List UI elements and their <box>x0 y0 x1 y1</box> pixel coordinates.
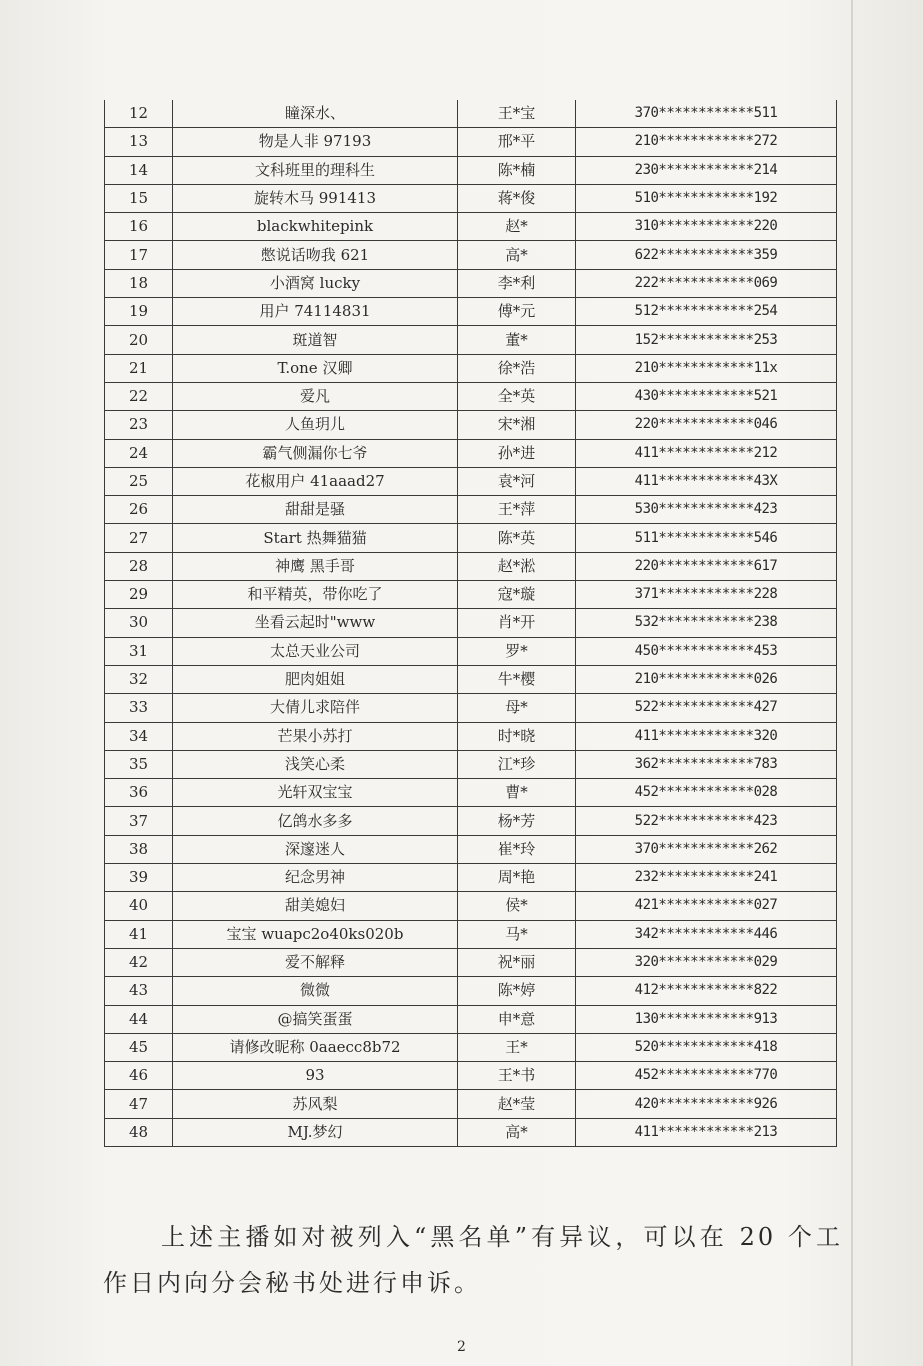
nickname-cell: 斑道智 <box>173 326 458 354</box>
nickname-cell: 微微 <box>173 977 458 1005</box>
nickname-cell: 甜美媳妇 <box>173 892 458 920</box>
real-name-cell: 王*萍 <box>458 496 576 524</box>
row-number-cell: 38 <box>105 835 173 863</box>
real-name-cell: 徐*浩 <box>458 354 576 382</box>
table-row <box>105 581 837 609</box>
id-number-cell: 452************028 <box>576 779 837 807</box>
table-row <box>105 524 837 552</box>
row-number-cell: 23 <box>105 411 173 439</box>
row-number-cell: 46 <box>105 1062 173 1090</box>
table-row <box>105 779 837 807</box>
id-number-cell: 130************913 <box>576 1005 837 1033</box>
row-number-cell: 33 <box>105 694 173 722</box>
real-name-cell: 蒋*俊 <box>458 184 576 212</box>
table-row <box>105 128 837 156</box>
table-row <box>105 609 837 637</box>
real-name-cell: 寇*璇 <box>458 581 576 609</box>
nickname-cell: 深邃迷人 <box>173 835 458 863</box>
nickname-cell: 纪念男神 <box>173 864 458 892</box>
id-number-cell: 420************926 <box>576 1090 837 1118</box>
id-number-cell: 220************046 <box>576 411 837 439</box>
page-number: 2 <box>457 1339 466 1355</box>
id-number-cell: 530************423 <box>576 496 837 524</box>
row-number-cell: 17 <box>105 241 173 269</box>
real-name-cell: 高* <box>458 241 576 269</box>
row-number-cell: 42 <box>105 948 173 976</box>
nickname-cell: 93 <box>173 1062 458 1090</box>
id-number-cell: 370************511 <box>576 100 837 128</box>
row-number-cell: 32 <box>105 665 173 693</box>
row-number-cell: 47 <box>105 1090 173 1118</box>
table-row <box>105 100 837 128</box>
table-row <box>105 665 837 693</box>
page-edge-shadow <box>851 0 853 1366</box>
id-number-cell: 210************026 <box>576 665 837 693</box>
row-number-cell: 28 <box>105 552 173 580</box>
row-number-cell: 19 <box>105 298 173 326</box>
table-row <box>105 326 837 354</box>
nickname-cell: 和平精英，带你吃了 <box>173 581 458 609</box>
real-name-cell: 赵*淞 <box>458 552 576 580</box>
nickname-cell: 小酒窝 lucky <box>173 269 458 297</box>
real-name-cell: 宋*湘 <box>458 411 576 439</box>
nickname-cell: 大倩儿求陪伴 <box>173 694 458 722</box>
table-row <box>105 722 837 750</box>
nickname-cell: 人鱼玥儿 <box>173 411 458 439</box>
id-number-cell: 411************320 <box>576 722 837 750</box>
id-number-cell: 152************253 <box>576 326 837 354</box>
real-name-cell: 马* <box>458 920 576 948</box>
real-name-cell: 李*利 <box>458 269 576 297</box>
row-number-cell: 37 <box>105 807 173 835</box>
row-number-cell: 13 <box>105 128 173 156</box>
row-number-cell: 25 <box>105 467 173 495</box>
row-number-cell: 45 <box>105 1033 173 1061</box>
table-row <box>105 496 837 524</box>
real-name-cell: 陈*英 <box>458 524 576 552</box>
nickname-cell: 旋转木马 991413 <box>173 184 458 212</box>
real-name-cell: 傅*元 <box>458 298 576 326</box>
real-name-cell: 牛*樱 <box>458 665 576 693</box>
row-number-cell: 20 <box>105 326 173 354</box>
row-number-cell: 18 <box>105 269 173 297</box>
row-number-cell: 24 <box>105 439 173 467</box>
id-number-cell: 511************546 <box>576 524 837 552</box>
real-name-cell: 时*晓 <box>458 722 576 750</box>
row-number-cell: 43 <box>105 977 173 1005</box>
real-name-cell: 周*艳 <box>458 864 576 892</box>
real-name-cell: 侯* <box>458 892 576 920</box>
id-number-cell: 320************029 <box>576 948 837 976</box>
row-number-cell: 26 <box>105 496 173 524</box>
id-number-cell: 371************228 <box>576 581 837 609</box>
table-row <box>105 807 837 835</box>
table-row <box>105 467 837 495</box>
nickname-cell: 憋说话吻我 621 <box>173 241 458 269</box>
table-row <box>105 156 837 184</box>
row-number-cell: 14 <box>105 156 173 184</box>
real-name-cell: 母* <box>458 694 576 722</box>
table-row <box>105 1033 837 1061</box>
row-number-cell: 29 <box>105 581 173 609</box>
id-number-cell: 622************359 <box>576 241 837 269</box>
nickname-cell: 光轩双宝宝 <box>173 779 458 807</box>
table-row <box>105 184 837 212</box>
nickname-cell: MJ.梦幻 <box>173 1118 458 1146</box>
id-number-cell: 512************254 <box>576 298 837 326</box>
row-number-cell: 36 <box>105 779 173 807</box>
table-row <box>105 920 837 948</box>
real-name-cell: 江*珍 <box>458 750 576 778</box>
table-row <box>105 892 837 920</box>
row-number-cell: 30 <box>105 609 173 637</box>
row-number-cell: 41 <box>105 920 173 948</box>
nickname-cell: blackwhitepink <box>173 213 458 241</box>
nickname-cell: 用户 74114831 <box>173 298 458 326</box>
nickname-cell: 物是人非 97193 <box>173 128 458 156</box>
id-number-cell: 411************213 <box>576 1118 837 1146</box>
table-row <box>105 552 837 580</box>
real-name-cell: 全*英 <box>458 382 576 410</box>
real-name-cell: 董* <box>458 326 576 354</box>
real-name-cell: 曹* <box>458 779 576 807</box>
id-number-cell: 411************212 <box>576 439 837 467</box>
id-number-cell: 520************418 <box>576 1033 837 1061</box>
row-number-cell: 27 <box>105 524 173 552</box>
id-number-cell: 510************192 <box>576 184 837 212</box>
nickname-cell: 芒果小苏打 <box>173 722 458 750</box>
nickname-cell: 亿鸽水多多 <box>173 807 458 835</box>
table-row <box>105 1062 837 1090</box>
real-name-cell: 邢*平 <box>458 128 576 156</box>
id-number-cell: 310************220 <box>576 213 837 241</box>
nickname-cell: Start 热舞猫猫 <box>173 524 458 552</box>
id-number-cell: 370************262 <box>576 835 837 863</box>
real-name-cell: 赵* <box>458 213 576 241</box>
table-row <box>105 354 837 382</box>
real-name-cell: 罗* <box>458 637 576 665</box>
row-number-cell: 15 <box>105 184 173 212</box>
real-name-cell: 申*意 <box>458 1005 576 1033</box>
real-name-cell: 赵*莹 <box>458 1090 576 1118</box>
id-number-cell: 452************770 <box>576 1062 837 1090</box>
row-number-cell: 22 <box>105 382 173 410</box>
table-row <box>105 977 837 1005</box>
nickname-cell: 神鹰 黑手哥 <box>173 552 458 580</box>
row-number-cell: 39 <box>105 864 173 892</box>
table-row <box>105 694 837 722</box>
table-row <box>105 213 837 241</box>
id-number-cell: 220************617 <box>576 552 837 580</box>
id-number-cell: 430************521 <box>576 382 837 410</box>
table-row <box>105 750 837 778</box>
row-number-cell: 21 <box>105 354 173 382</box>
real-name-cell: 袁*河 <box>458 467 576 495</box>
id-number-cell: 230************214 <box>576 156 837 184</box>
id-number-cell: 362************783 <box>576 750 837 778</box>
appeal-paragraph: 上述主播如对被列入“黑名单”有异议，可以在 20 个工作日内向分会秘书处进行申诉。 <box>103 1223 843 1297</box>
id-number-cell: 222************069 <box>576 269 837 297</box>
table-row <box>105 269 837 297</box>
table-row <box>105 411 837 439</box>
nickname-cell: 浅笑心柔 <box>173 750 458 778</box>
nickname-cell: 肥肉姐姐 <box>173 665 458 693</box>
real-name-cell: 王*宝 <box>458 100 576 128</box>
id-number-cell: 342************446 <box>576 920 837 948</box>
table-row <box>105 948 837 976</box>
id-number-cell: 450************453 <box>576 637 837 665</box>
id-number-cell: 412************822 <box>576 977 837 1005</box>
id-number-cell: 210************11x <box>576 354 837 382</box>
real-name-cell: 王* <box>458 1033 576 1061</box>
table-row <box>105 1090 837 1118</box>
row-number-cell: 35 <box>105 750 173 778</box>
table-row <box>105 382 837 410</box>
nickname-cell: 爱凡 <box>173 382 458 410</box>
real-name-cell: 崔*玲 <box>458 835 576 863</box>
blacklist-table-body <box>105 100 837 1146</box>
real-name-cell: 杨*芳 <box>458 807 576 835</box>
row-number-cell: 31 <box>105 637 173 665</box>
nickname-cell: 爱不解释 <box>173 948 458 976</box>
row-number-cell: 48 <box>105 1118 173 1146</box>
blacklist-table <box>104 100 837 1147</box>
id-number-cell: 411************43X <box>576 467 837 495</box>
nickname-cell: @搞笑蛋蛋 <box>173 1005 458 1033</box>
real-name-cell: 高* <box>458 1118 576 1146</box>
nickname-cell: 请修改昵称 0aaecc8b72 <box>173 1033 458 1061</box>
real-name-cell: 陈*婷 <box>458 977 576 1005</box>
nickname-cell: 甜甜是骚 <box>173 496 458 524</box>
nickname-cell: 坐看云起时"www <box>173 609 458 637</box>
row-number-cell: 44 <box>105 1005 173 1033</box>
nickname-cell: 花椒用户 41aaad27 <box>173 467 458 495</box>
nickname-cell: 瞳深水、 <box>173 100 458 128</box>
nickname-cell: 太总天业公司 <box>173 637 458 665</box>
real-name-cell: 祝*丽 <box>458 948 576 976</box>
id-number-cell: 522************427 <box>576 694 837 722</box>
id-number-cell: 522************423 <box>576 807 837 835</box>
row-number-cell: 12 <box>105 100 173 128</box>
real-name-cell: 肖*开 <box>458 609 576 637</box>
real-name-cell: 王*书 <box>458 1062 576 1090</box>
table-row <box>105 1005 837 1033</box>
nickname-cell: 苏风梨 <box>173 1090 458 1118</box>
real-name-cell: 孙*进 <box>458 439 576 467</box>
row-number-cell: 34 <box>105 722 173 750</box>
nickname-cell: 文科班里的理科生 <box>173 156 458 184</box>
nickname-cell: 宝宝 wuapc2o40ks020b <box>173 920 458 948</box>
table-row <box>105 298 837 326</box>
id-number-cell: 232************241 <box>576 864 837 892</box>
row-number-cell: 40 <box>105 892 173 920</box>
table-row <box>105 835 837 863</box>
table-row <box>105 241 837 269</box>
id-number-cell: 532************238 <box>576 609 837 637</box>
table-row <box>105 439 837 467</box>
real-name-cell: 陈*楠 <box>458 156 576 184</box>
table-row <box>105 1118 837 1146</box>
nickname-cell: T.one 汉卿 <box>173 354 458 382</box>
id-number-cell: 210************272 <box>576 128 837 156</box>
nickname-cell: 霸气侧漏你七爷 <box>173 439 458 467</box>
table-row <box>105 637 837 665</box>
table-row <box>105 864 837 892</box>
row-number-cell: 16 <box>105 213 173 241</box>
id-number-cell: 421************027 <box>576 892 837 920</box>
